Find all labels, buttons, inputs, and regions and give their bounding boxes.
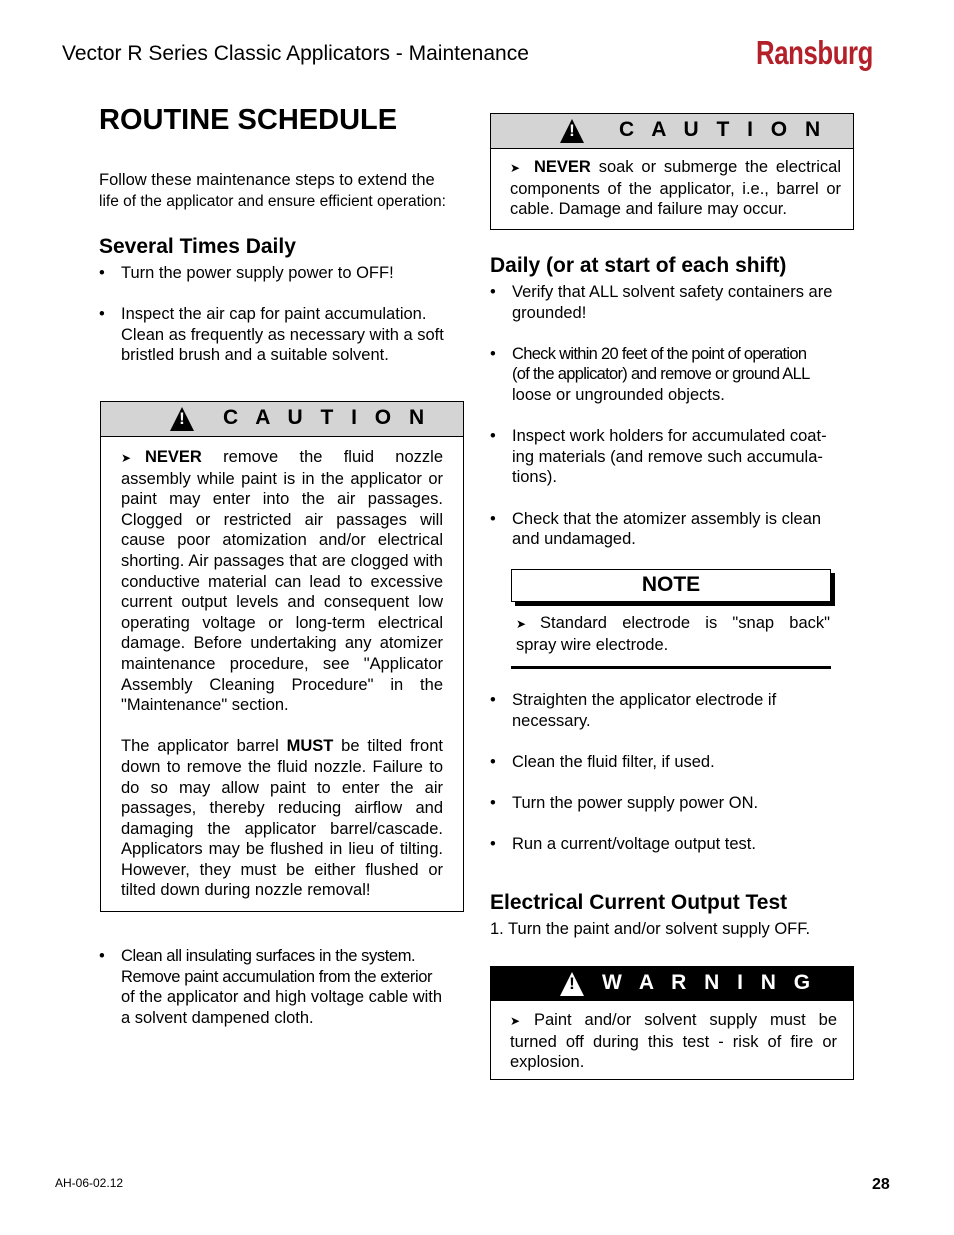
caution-box-right	[490, 113, 854, 230]
warning-body: ➤ Paint and/or solvent supply must be turned off during this test - risk of fire or explosion.	[510, 1011, 837, 1072]
caution-box-left	[100, 401, 464, 912]
warning-header	[491, 967, 853, 1001]
list-item: • Inspect the air cap for paint accumulation. Clean as frequently as necessary with a soft bristled brush and a suitable solvent.	[99, 305, 444, 365]
header-title: Vector R Series Classic Applicators - Maintenance	[62, 42, 529, 65]
warning-label: W A R N I N G	[602, 971, 817, 994]
electrical-step-1: 1. Turn the paint and/or solvent supply OFF.	[490, 920, 811, 938]
caution-header	[491, 114, 853, 149]
document-code: AH-06-02.12	[55, 1176, 124, 1190]
exclamation-icon: !	[179, 409, 185, 428]
list-item: • Run a current/voltage output test.	[490, 835, 756, 854]
list-item: • Turn the power supply power to OFF!	[99, 264, 394, 282]
list-item: • Check that the atomizer assembly is clean and undamaged.	[490, 509, 822, 549]
several-times-daily-list	[99, 263, 469, 387]
exclamation-icon: !	[569, 974, 575, 993]
caution-body	[101, 437, 463, 901]
several-times-daily-heading: Several Times Daily	[99, 235, 296, 258]
note-body: ➤ Standard electrode is "snap back" spray wire electrode.	[516, 614, 830, 654]
chevron-right-icon: ➤	[516, 617, 527, 631]
intro-paragraph: Follow these maintenance steps to extend the life of the applicator and ensure efficient operation:	[99, 171, 446, 210]
list-item: • Clean all insulating surfaces in the system. Remove paint accumulation from the exterior of the applicator and high voltage cable with a solvent dampened cloth.	[99, 947, 443, 1027]
note-header: NOTE	[511, 569, 831, 602]
brand-logo: Ransburg	[756, 34, 874, 71]
page-number: 28	[872, 1176, 890, 1193]
caution-label: C A U T I O N	[619, 118, 827, 141]
warning-box	[490, 966, 854, 1080]
page-title: ROUTINE SCHEDULE	[99, 104, 398, 136]
caution-label: C A U T I O N	[223, 406, 431, 429]
list-item: • Clean the fluid filter, if used.	[490, 752, 715, 771]
list-item: • Turn the power supply power ON.	[490, 793, 759, 812]
caution-paragraph-2: The applicator barrel MUST be tilted front down to remove the fluid nozzle. Failure to do so may allow paint to enter the air passages, thereby reducing airflow and damaging the applicator barrel/cascade. Applicators may be flushed in lieu of tilting. However, they must be either flushed or tilted down during nozzle removal!	[121, 737, 443, 900]
electrical-test-heading: Electrical Current Output Test	[490, 891, 788, 914]
chevron-right-icon: ➤	[510, 161, 521, 175]
caution-paragraph-1: ➤ NEVER remove the fluid nozzle assembly while paint is in the applicator or paint may enter into the air passages. Clogged or restricted air passages will cause poor atomization and/or electrical shorting. Air passages that are clogged with conductive material can lead to excessive current output levels and consequent low operating voltage or long-term electrical damage. Before undertaking any atomizer maintenance procedure, see "Applicator Assembly Cleaning Procedure" in the "Maintenance" section.	[121, 448, 443, 715]
list-item: • Check within 20 feet of the point of operation (of the applicator) and remove or ground ALL loose or ungrounded objects.	[490, 344, 810, 404]
clean-insulating-list	[99, 946, 464, 1049]
daily-heading: Daily (or at start of each shift)	[490, 254, 787, 277]
caution-body: ➤ NEVER soak or submerge the electrical components of the applicator, i.e., barrel or cable. Damage and failure may occur.	[510, 158, 841, 219]
daily-list-b	[490, 690, 855, 875]
daily-list-a	[490, 282, 855, 570]
chevron-right-icon: ➤	[121, 451, 132, 465]
caution-header	[101, 402, 463, 437]
list-item: • Inspect work holders for accumulated coat- ing materials (and remove such accumula- tions).	[490, 427, 827, 487]
list-item: • Verify that ALL solvent safety containers are grounded!	[490, 283, 833, 322]
list-item: • Straighten the applicator electrode if necessary.	[490, 691, 777, 730]
exclamation-icon: !	[569, 121, 575, 140]
note-divider	[511, 666, 831, 669]
chevron-right-icon: ➤	[510, 1014, 521, 1028]
